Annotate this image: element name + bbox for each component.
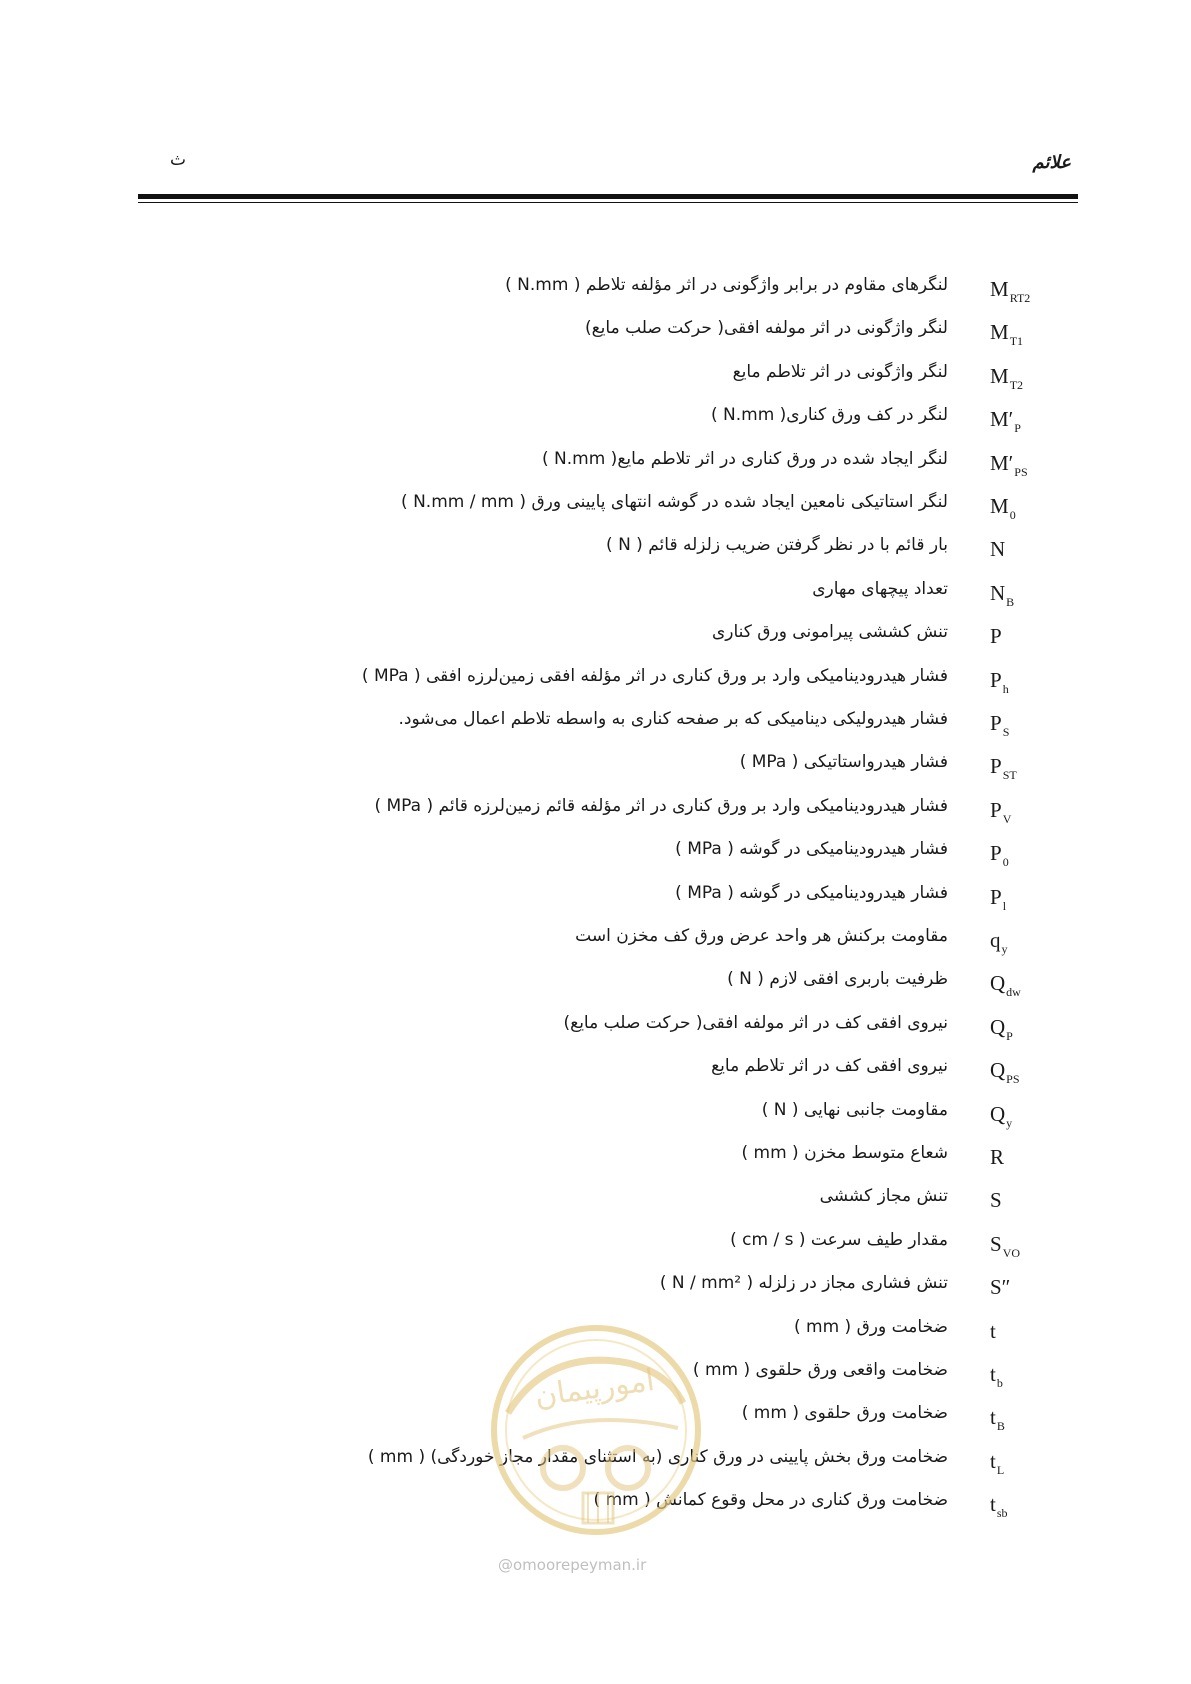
definition: فشار هیدرودینامیکی وارد بر ورق کناری در اثر مؤلفه قائم زمین‌لرزه قائم ( MPa ) xyxy=(374,795,948,816)
symbol xyxy=(990,537,1005,562)
symbol-base: t xyxy=(990,1405,996,1430)
symbol xyxy=(990,928,1008,957)
definition: بار قائم با در نظر گرفتن ضریب زلزله قائم ( N ) xyxy=(606,535,948,556)
symbol-row xyxy=(0,449,1191,492)
definition: نیروی افقی کف در اثر مولفه افقی( حرکت صلب مایع) xyxy=(563,1012,948,1033)
symbol-base: P xyxy=(990,667,1002,692)
symbol-row xyxy=(0,1100,1191,1143)
symbol xyxy=(990,841,1009,870)
definition: ضخامت ورق بخش پایینی در ورق کناری (به استثنای مقدار مجاز خوردگی) ( mm ) xyxy=(367,1446,948,1467)
symbol-subscript: P xyxy=(1006,1028,1013,1043)
symbol xyxy=(990,754,1017,783)
symbol xyxy=(990,1362,1003,1391)
definition: ضخامت ورق حلقوی ( mm ) xyxy=(741,1403,948,1424)
symbol-row xyxy=(0,405,1191,448)
symbol-row xyxy=(0,709,1191,752)
definition: شعاع متوسط مخزن ( mm ) xyxy=(741,1143,948,1163)
definition: فشار هیدرودینامیکی در گوشه ( MPa ) xyxy=(675,882,948,903)
header-rule-thick xyxy=(138,194,1078,199)
symbol-subscript: RT2 xyxy=(1009,291,1031,305)
symbol xyxy=(990,1492,1008,1521)
symbol xyxy=(990,668,1009,697)
symbol-base: M′ xyxy=(990,407,1014,432)
symbol-subscript: 0 xyxy=(1009,508,1016,522)
symbol-base: S xyxy=(990,1231,1002,1256)
symbol-base: S xyxy=(990,1188,1002,1213)
symbol-row xyxy=(0,492,1191,535)
symbol-base: Q xyxy=(990,1058,1006,1083)
definition: ضخامت ورق ( mm ) xyxy=(793,1316,948,1337)
symbol-base: P xyxy=(990,754,1002,779)
symbol-base: t xyxy=(990,1448,996,1473)
definition: لنگر واژگونی در اثر مولفه افقی( حرکت صلب مایع) xyxy=(584,318,948,339)
symbol-row xyxy=(0,275,1191,318)
symbol xyxy=(990,711,1009,740)
symbol xyxy=(990,1449,1004,1478)
symbol-row xyxy=(0,1490,1191,1533)
symbol-subscript: ST xyxy=(1002,768,1017,783)
symbol xyxy=(990,1275,1010,1300)
symbol-subscript: L xyxy=(996,1462,1005,1477)
symbol xyxy=(990,1232,1020,1261)
watermark-url: @omoorepeyman.ir xyxy=(498,1556,647,1574)
symbol-subscript: h xyxy=(1002,681,1009,696)
symbol-subscript: PS xyxy=(1014,464,1028,479)
symbol-base: Q xyxy=(990,1101,1006,1126)
symbol-base: S″ xyxy=(990,1275,1011,1300)
definition: تنش مجاز کششی xyxy=(819,1186,948,1207)
page-letter: ث xyxy=(170,150,187,170)
symbol-base: Q xyxy=(990,971,1006,996)
symbol-subscript: VO xyxy=(1002,1245,1021,1260)
symbol-row xyxy=(0,579,1191,622)
symbol xyxy=(990,1319,996,1344)
symbol-row xyxy=(0,1230,1191,1273)
symbol-row xyxy=(0,796,1191,839)
symbol-row xyxy=(0,1013,1191,1056)
definition: فشار هیدرواستاتیکی ( MPa ) xyxy=(739,752,948,773)
definition: مقدار طیف سرعت ( cm / s ) xyxy=(730,1229,948,1250)
symbol-base: P xyxy=(990,711,1002,735)
symbol-base: M xyxy=(990,277,1009,301)
definition: ضخامت واقعی ورق حلقوی ( mm ) xyxy=(692,1360,948,1380)
symbol-row xyxy=(0,969,1191,1012)
symbol-row xyxy=(0,1056,1191,1099)
symbol-subscript: dw xyxy=(1006,985,1021,1000)
symbol-row xyxy=(0,318,1191,361)
symbol xyxy=(990,581,1014,610)
symbol-base: t xyxy=(990,1362,996,1386)
symbol-row xyxy=(0,839,1191,882)
header-rule-thin xyxy=(138,202,1078,203)
symbol-subscript: y xyxy=(1006,1115,1013,1130)
symbol-row xyxy=(0,666,1191,709)
symbol-base: t xyxy=(990,1318,996,1343)
definition: ظرفیت باربری افقی لازم ( N ) xyxy=(727,969,948,990)
definition: لنگر استاتیکی نامعین ایجاد شده در گوشه انتهای پایینی ورق ( N.mm / mm ) xyxy=(401,492,948,512)
symbol-subscript: V xyxy=(1002,811,1012,826)
symbol xyxy=(990,971,1021,1000)
page-header-title: علائم xyxy=(1032,152,1071,173)
symbol-subscript: B xyxy=(996,1419,1005,1434)
symbol-row xyxy=(0,1403,1191,1446)
symbol-base: N xyxy=(990,537,1006,562)
symbol xyxy=(990,624,1002,649)
symbol xyxy=(990,407,1021,436)
definition: فشار هیدرودینامیکی وارد بر ورق کناری در اثر مؤلفه افقی زمین‌لرزه افقی ( MPa ) xyxy=(361,665,948,686)
symbol-base: Q xyxy=(990,1014,1006,1039)
symbol-base: q xyxy=(990,928,1001,952)
symbol xyxy=(990,885,1006,914)
symbol xyxy=(990,494,1016,523)
symbol-row xyxy=(0,1186,1191,1229)
symbol-subscript: P xyxy=(1014,421,1021,436)
symbol-base: P xyxy=(990,884,1002,909)
symbol-base: P xyxy=(990,624,1002,649)
symbol xyxy=(990,1188,1002,1213)
definition: تنش فشاری مجاز در زلزله ( N / mm² ) xyxy=(659,1273,948,1294)
definition: مقاومت جانبی نهایی ( N ) xyxy=(761,1099,948,1120)
symbol-base: P xyxy=(990,841,1002,866)
symbol-row xyxy=(0,362,1191,405)
symbol xyxy=(990,364,1023,393)
definition: لنگر واژگونی در اثر تلاطم مایع xyxy=(732,361,948,382)
definition: نیروی افقی کف در اثر تلاطم مایع xyxy=(711,1056,948,1077)
symbol-subscript: B xyxy=(1006,594,1015,609)
symbol-row xyxy=(0,1273,1191,1316)
definition: ضخامت ورق کناری در محل وقوع کمانش ( mm ) xyxy=(593,1490,948,1511)
symbol-row xyxy=(0,1143,1191,1186)
symbol-subscript: l xyxy=(1002,898,1007,913)
definition: تنش کششی پیرامونی ورق کناری xyxy=(711,622,948,643)
definition: تعداد پیچهای مهاری xyxy=(812,578,948,599)
symbol-base: M xyxy=(990,363,1009,388)
symbol-subscript: T2 xyxy=(1009,377,1024,392)
symbol xyxy=(990,1405,1005,1434)
symbol xyxy=(990,1058,1020,1087)
symbol-base: M′ xyxy=(990,450,1014,475)
symbol-base: P xyxy=(990,797,1002,822)
symbol-row xyxy=(0,535,1191,578)
symbol-subscript: b xyxy=(996,1376,1003,1390)
symbol-subscript: T1 xyxy=(1009,334,1024,349)
symbol xyxy=(990,798,1011,827)
symbol-subscript: 0 xyxy=(1002,855,1009,870)
symbol-row xyxy=(0,1317,1191,1360)
definition: لنگر در کف ورق کناری( N.mm ) xyxy=(710,405,948,426)
definition: لنگرهای مقاوم در برابر واژگونی در اثر مؤلفه تلاطم ( N.mm ) xyxy=(505,275,948,295)
symbol xyxy=(990,451,1028,480)
symbol xyxy=(990,277,1030,306)
symbol-row xyxy=(0,883,1191,926)
symbol-subscript: S xyxy=(1002,725,1010,739)
symbol-row xyxy=(0,1360,1191,1403)
definition: فشار هیدرودینامیکی در گوشه ( MPa ) xyxy=(675,839,948,860)
watermark-logo-text: امورپیمان xyxy=(532,1362,657,1415)
symbol-row xyxy=(0,752,1191,795)
symbol-base: M xyxy=(990,320,1009,345)
symbol-base: N xyxy=(990,580,1006,605)
symbol xyxy=(990,320,1023,349)
definition: لنگر ایجاد شده در ورق کناری در اثر تلاطم مایع( N.mm ) xyxy=(541,448,948,469)
symbol-base: t xyxy=(990,1492,996,1517)
symbol-base: R xyxy=(990,1145,1005,1169)
symbol xyxy=(990,1145,1004,1170)
definition: مقاومت برکنش هر واحد عرض ورق کف مخزن است xyxy=(575,926,948,946)
symbol-subscript: PS xyxy=(1006,1072,1020,1087)
symbol-subscript: sb xyxy=(996,1506,1008,1521)
symbol-row xyxy=(0,926,1191,969)
symbol-row xyxy=(0,1447,1191,1490)
symbol-row xyxy=(0,622,1191,665)
symbol-base: M xyxy=(990,494,1009,518)
symbol-subscript: y xyxy=(1001,942,1008,956)
symbol xyxy=(990,1102,1012,1131)
definition: فشار هیدرولیکی دینامیکی که بر صفحه کناری به واسطه تلاطم اعمال می‌شود. xyxy=(398,709,948,729)
symbol xyxy=(990,1015,1013,1044)
